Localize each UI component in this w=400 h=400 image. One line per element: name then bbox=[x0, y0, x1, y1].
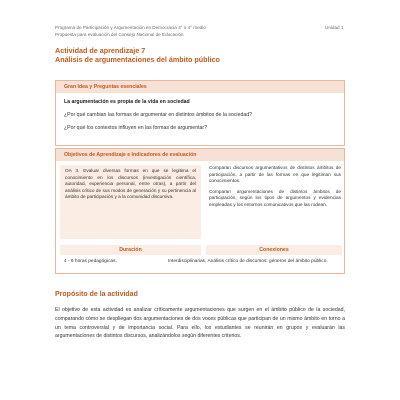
big-idea-statement: La argumentación es propia de la vida en sociedad bbox=[64, 99, 190, 105]
connections-label: Conexiones bbox=[206, 245, 342, 255]
learning-objective: OA 3. Evaluar diversas formas en que se legitima el conocimiento en los discursos (investigación científica, autoridad, experiencia personal, entre otras), a partir del análisis crítico de sus modos de generación y su pertinencia al ámbito de participación y a la comunidad discursiva. bbox=[60, 165, 201, 239]
proposal-line: Propuesta para evaluación del Consejo Nacional de Educación bbox=[55, 31, 184, 37]
purpose-text: El objetivo de esta actividad es analizar críticamente argumentaciones que surgen en el ámbito público de la sociedad, comparando cómo se despliegan dos argumentaciones de dos voces públicas que participan de un mismo ámbito en torno a un tema controversial y de importancia social. Para ello, los estudiantes se reunirán en grupos y evaluarán las argumentaciones de distintos discursos, analizándolos según diferentes criterios. bbox=[55, 307, 345, 340]
program-line: Programa de Participación y Argumentación en Democracia 3° o 4° medio bbox=[55, 25, 206, 30]
duration-label: Duración bbox=[60, 245, 201, 255]
unit-label: Unidad 1 bbox=[325, 25, 344, 30]
purpose-title: Propósito de la actividad bbox=[55, 291, 138, 298]
objectives-heading: Objetivos de Aprendizaje e Indicadores de evaluación bbox=[56, 149, 344, 161]
indicators bbox=[209, 165, 341, 213]
big-idea-heading: Gran Idea y Preguntas esenciales bbox=[56, 81, 344, 93]
essential-question: ¿Por qué los contextos influyen en las formas de argumentar? bbox=[64, 125, 208, 131]
connections-value: Interdisciplinarias, Análisis crítico de discursos: géneros del ámbito público. bbox=[168, 259, 328, 264]
duration-value: 4 - 6 horas pedagógicas. bbox=[64, 259, 117, 264]
page-header bbox=[55, 25, 315, 38]
activity-subtitle: Análisis de argumentaciones del ámbito público bbox=[55, 55, 220, 64]
activity-title: Actividad de aprendizaje 7 bbox=[55, 46, 146, 55]
big-idea-box bbox=[55, 80, 345, 146]
objectives-box bbox=[55, 148, 345, 274]
indicator-item: Comparan discursos argumentativos de distintos ámbitos de participación, a partir de las formas en que legitiman sus conocimientos. bbox=[209, 165, 341, 184]
indicator-item: Comparan argumentaciones de distintos ámbitos de participación, según los tipos de argumentos y evidencias empleadas y los entornos comunicativos que las rodean. bbox=[209, 188, 341, 207]
essential-question: ¿Por qué cambian las formas de argumentar en distintos ámbitos de la sociedad? bbox=[64, 112, 253, 118]
